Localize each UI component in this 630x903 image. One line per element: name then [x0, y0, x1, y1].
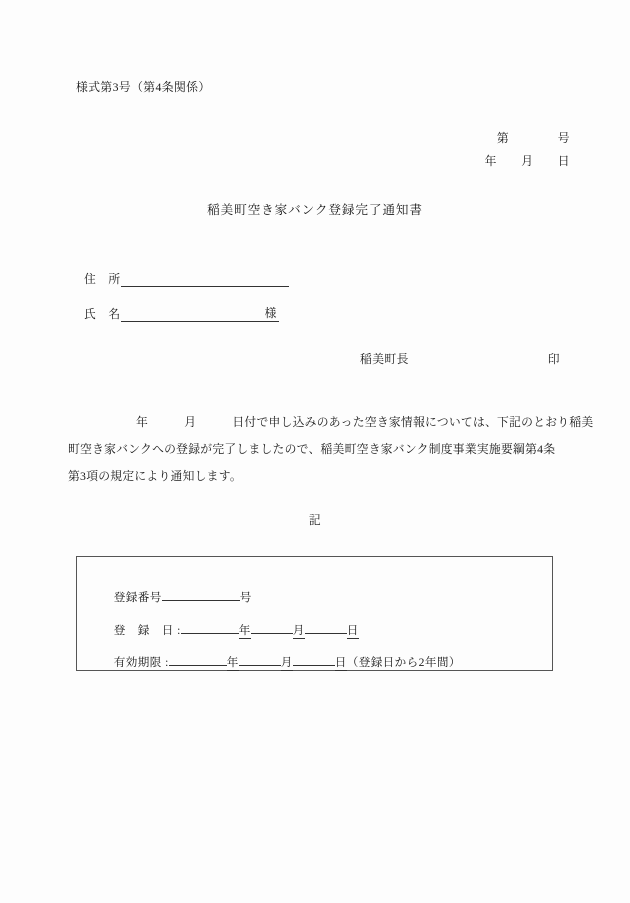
registration-date-year-input[interactable] [181, 633, 239, 634]
expiry-date-day-input[interactable] [293, 665, 335, 666]
expiry-date-label: 有効期限 : [113, 656, 169, 669]
expiry-date-month-unit: 月 [280, 656, 293, 669]
expiry-date-year-unit: 年 [226, 656, 239, 669]
recipient-name-row [84, 304, 279, 322]
recipient-honorific: 様 [261, 304, 279, 322]
registration-date-day-unit: 日 [346, 624, 359, 637]
body-line-1: 年 月 日付で申し込みのあった空き家情報については、下記のとおり稲美 [136, 415, 594, 429]
detail-row [94, 641, 461, 684]
recipient-address-row [84, 270, 289, 287]
document-date-field: 年 月 日 [484, 154, 570, 168]
registration-detail-box [76, 556, 553, 671]
issuer-name: 稲美町長 [360, 352, 409, 366]
record-marker: 記 [308, 513, 322, 527]
recipient-address-label: 住 所 [84, 272, 121, 286]
registration-number-input[interactable] [162, 600, 240, 601]
registration-number-unit: 号 [239, 591, 252, 604]
expiry-date-year-input[interactable] [169, 665, 227, 666]
seal-mark: 印 [547, 352, 560, 366]
issuer-row [360, 350, 560, 367]
body-line-2: 町空き家バンクへの登録が完了しましたので、稲美町空き家バンク制度事業実施要綱第4条 [68, 442, 556, 456]
registration-number-label: 登録番号 [113, 591, 162, 604]
recipient-name-label: 氏 名 [84, 307, 121, 321]
recipient-name-input[interactable] [121, 309, 261, 322]
expiry-date-month-input[interactable] [239, 665, 281, 666]
registration-date-year-unit: 年 [238, 624, 251, 637]
expiry-date-day-unit: 日 [334, 656, 347, 669]
form-number-label: 様式第3号（第4条関係） [76, 80, 211, 94]
registration-date-day-input[interactable] [305, 633, 347, 634]
body-line-3: 第3項の規定により通知します。 [68, 469, 242, 483]
registration-date-month-input[interactable] [251, 633, 293, 634]
recipient-address-input[interactable] [121, 274, 289, 287]
document-number-field: 第 号 [496, 131, 570, 145]
registration-date-label: 登 録 日 : [113, 624, 181, 637]
registration-date-month-unit: 月 [292, 624, 305, 637]
document-title: 稲美町空き家バンク登録完了通知書 [207, 203, 423, 217]
body-paragraph [68, 409, 594, 490]
expiry-date-note: （登録日から2年間） [346, 656, 461, 669]
